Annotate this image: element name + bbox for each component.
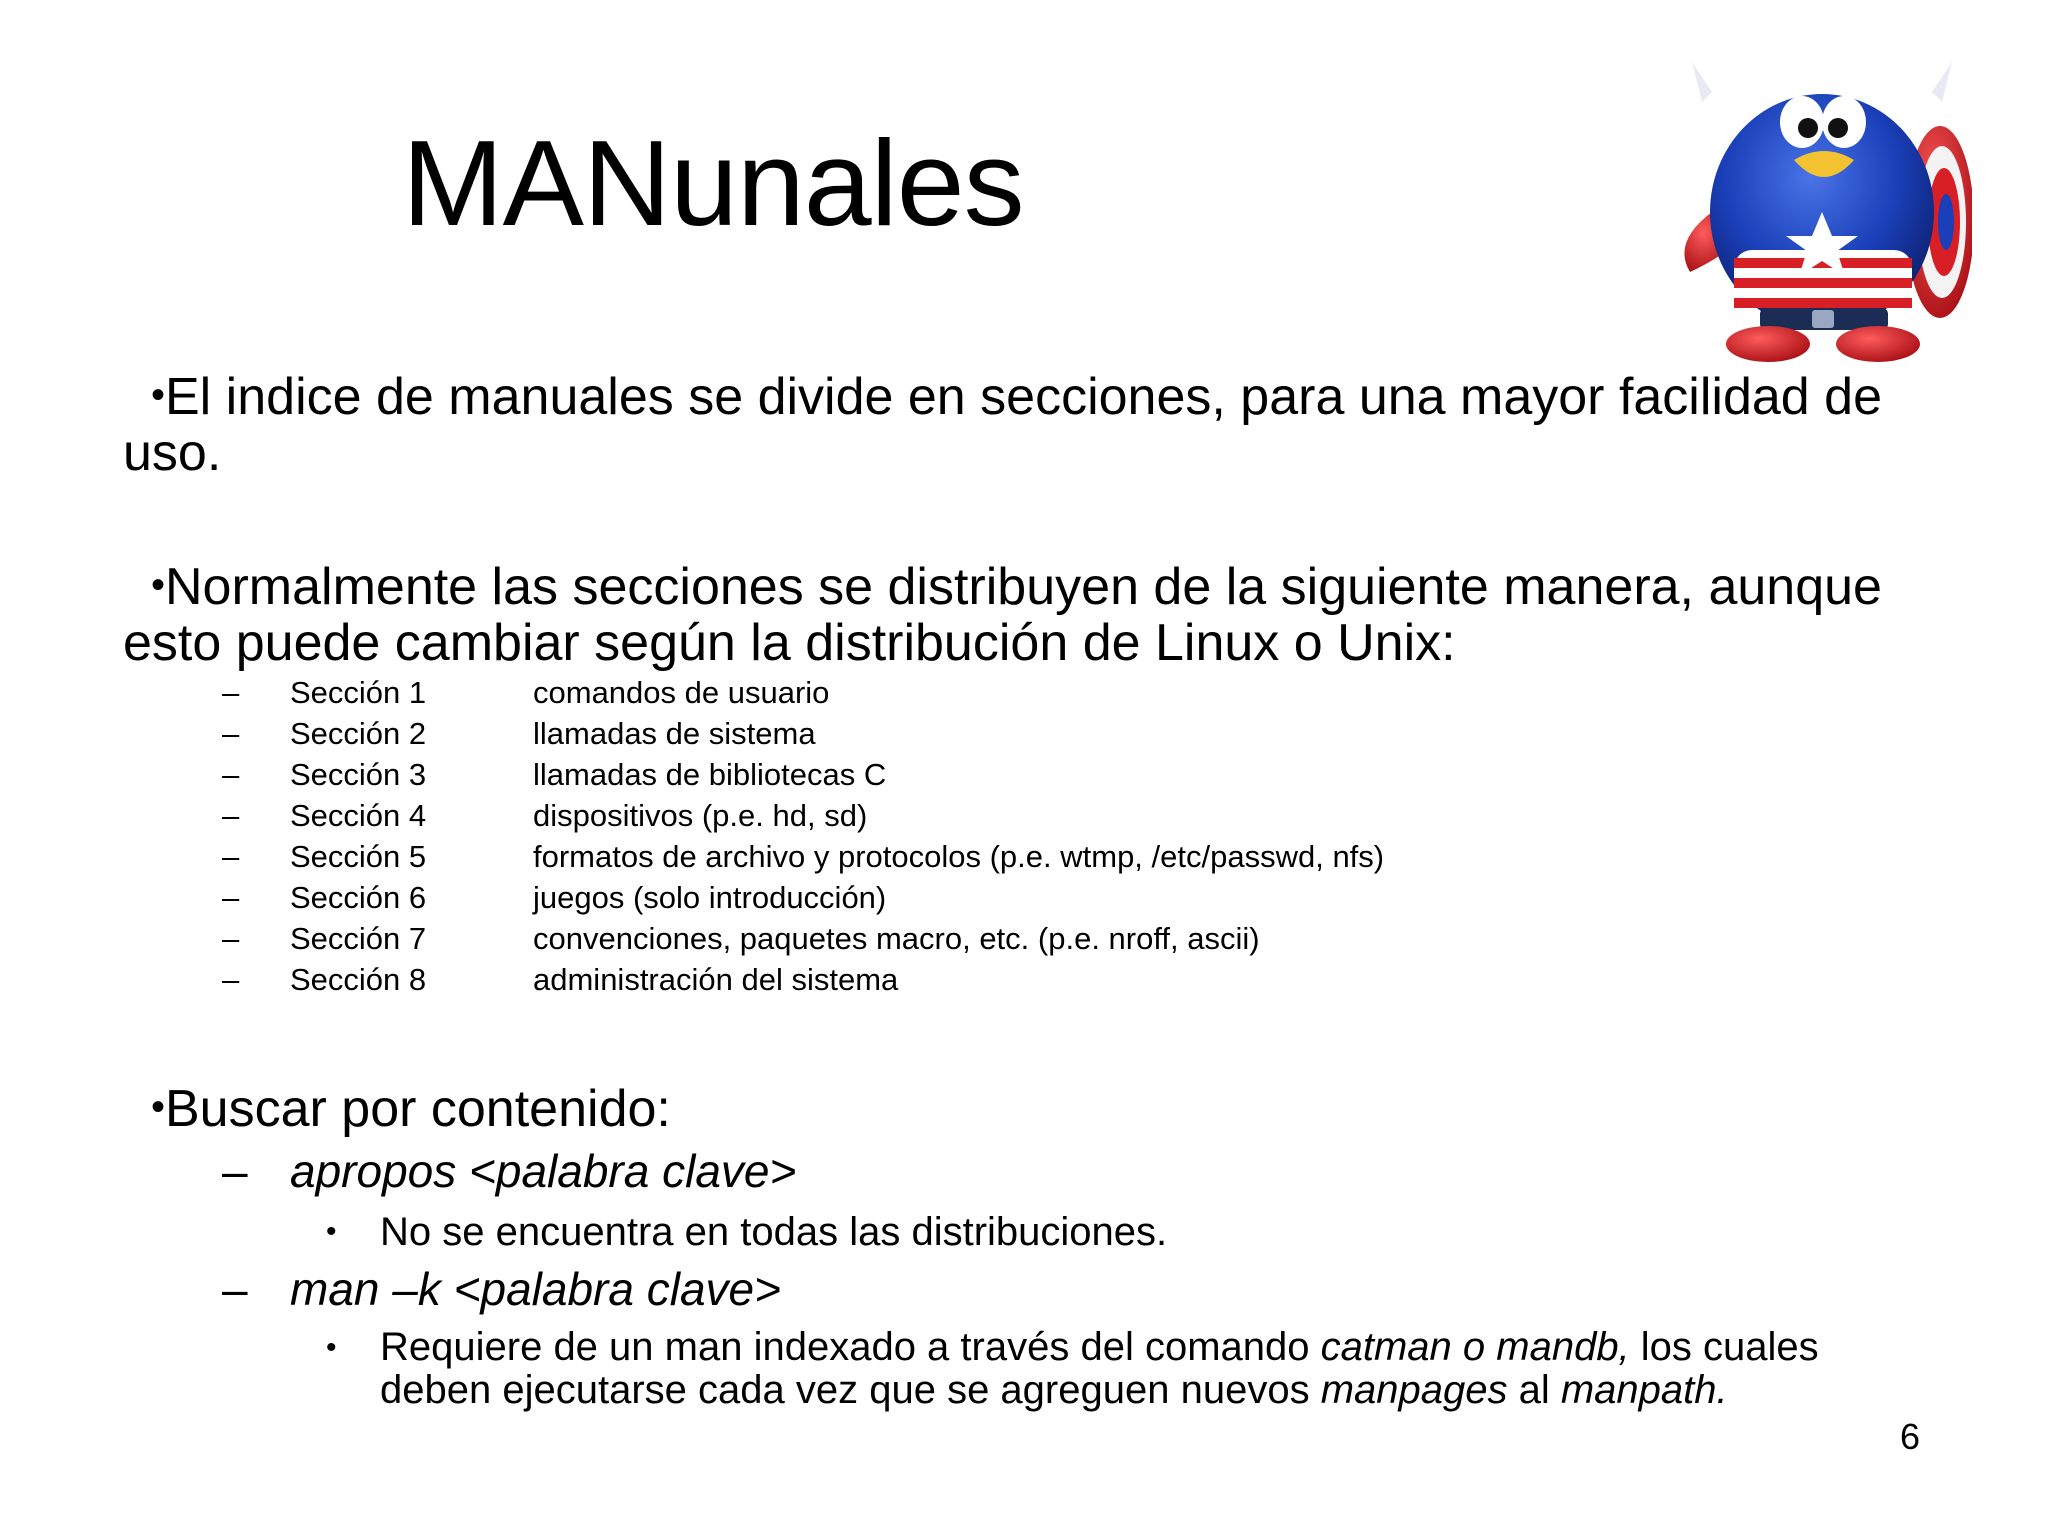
bullet-sections-distribution — [123, 557, 1883, 671]
svg-text:A: A — [1807, 39, 1837, 83]
section-row — [222, 795, 1822, 836]
bullet-dot: • — [326, 1331, 337, 1364]
section-description: juegos (solo introducción) — [533, 880, 887, 915]
section-row — [222, 672, 1822, 713]
section-name: Sección 6 — [290, 880, 427, 915]
page-number: 6 — [1900, 1416, 1921, 1457]
command-man-k: man –k <palabra clave> — [290, 1263, 781, 1315]
section-row — [222, 918, 1822, 959]
bullet-search-content — [123, 1079, 1883, 1137]
command-apropos: apropos <palabra clave> — [290, 1145, 797, 1197]
section-name: Sección 8 — [290, 962, 427, 997]
bullet-text: Buscar por contenido: — [165, 1080, 671, 1138]
section-name: Sección 2 — [290, 716, 427, 751]
note-text-part: al — [1507, 1368, 1561, 1412]
note-text-part: Requiere de un man indexado a través del comando — [380, 1325, 1321, 1369]
bullet-text: El indice de manuales se divide en secciones, para una mayor facilidad de uso. — [123, 368, 1883, 482]
section-description: formatos de archivo y protocolos (p.e. wtmp, /etc/passwd, nfs) — [533, 839, 1385, 874]
section-name: Sección 3 — [290, 757, 427, 792]
note-text-italic: catman o mandb, — [1320, 1325, 1630, 1369]
dash-marker: – — [222, 675, 240, 710]
section-description: llamadas de bibliotecas C — [533, 757, 887, 792]
dash-marker: – — [222, 757, 240, 792]
section-row — [222, 877, 1822, 918]
subitem-man-k — [222, 1264, 781, 1314]
section-row — [222, 836, 1822, 877]
section-description: comandos de usuario — [533, 675, 830, 710]
dash-marker: – — [222, 962, 240, 997]
section-name: Sección 7 — [290, 921, 427, 956]
bullet-dot: • — [150, 373, 165, 417]
note-text: No se encuentra en todas las distribuciones. — [380, 1210, 1168, 1254]
note-text-italic: manpath. — [1560, 1368, 1728, 1412]
section-description: llamadas de sistema — [533, 716, 816, 751]
dash-marker: – — [222, 839, 240, 874]
bullet-index-sections — [123, 367, 1883, 481]
section-row — [222, 754, 1822, 795]
bullet-dot: • — [150, 1085, 165, 1129]
slide-title: MANunales — [402, 115, 1024, 251]
captain-penguin-mascot-image — [1672, 22, 1972, 367]
bullet-dot: • — [326, 1215, 337, 1248]
dash-marker: – — [222, 880, 240, 915]
section-description: convenciones, paquetes macro, etc. (p.e. nroff, ascii) — [533, 921, 1260, 956]
dash-marker: – — [222, 1263, 248, 1315]
section-name: Sección 1 — [290, 675, 427, 710]
note-text-italic: manpages — [1320, 1368, 1508, 1412]
bullet-text: Normalmente las secciones se distribuyen de la siguiente manera, aunque esto puede cambiar según la distribución de Linux o Unix: — [123, 558, 1882, 672]
note-apropos — [326, 1210, 1886, 1254]
section-row — [222, 713, 1822, 754]
dash-marker: – — [222, 1145, 248, 1197]
note-text-part: los cuales deben ejecutarse cada vez que se agreguen nuevos — [380, 1325, 1819, 1412]
note-man-k — [326, 1326, 1886, 1412]
section-name: Sección 5 — [290, 839, 427, 874]
dash-marker: – — [222, 798, 240, 833]
dash-marker: – — [222, 921, 240, 956]
section-description: dispositivos (p.e. hd, sd) — [533, 798, 868, 833]
section-row — [222, 959, 1822, 1000]
section-name: Sección 4 — [290, 798, 427, 833]
section-description: administración del sistema — [533, 962, 899, 997]
dash-marker: – — [222, 716, 240, 751]
subitem-apropos — [222, 1146, 796, 1196]
note-text — [380, 1326, 1886, 1412]
sections-list — [222, 672, 1822, 1000]
bullet-dot: • — [150, 563, 165, 607]
